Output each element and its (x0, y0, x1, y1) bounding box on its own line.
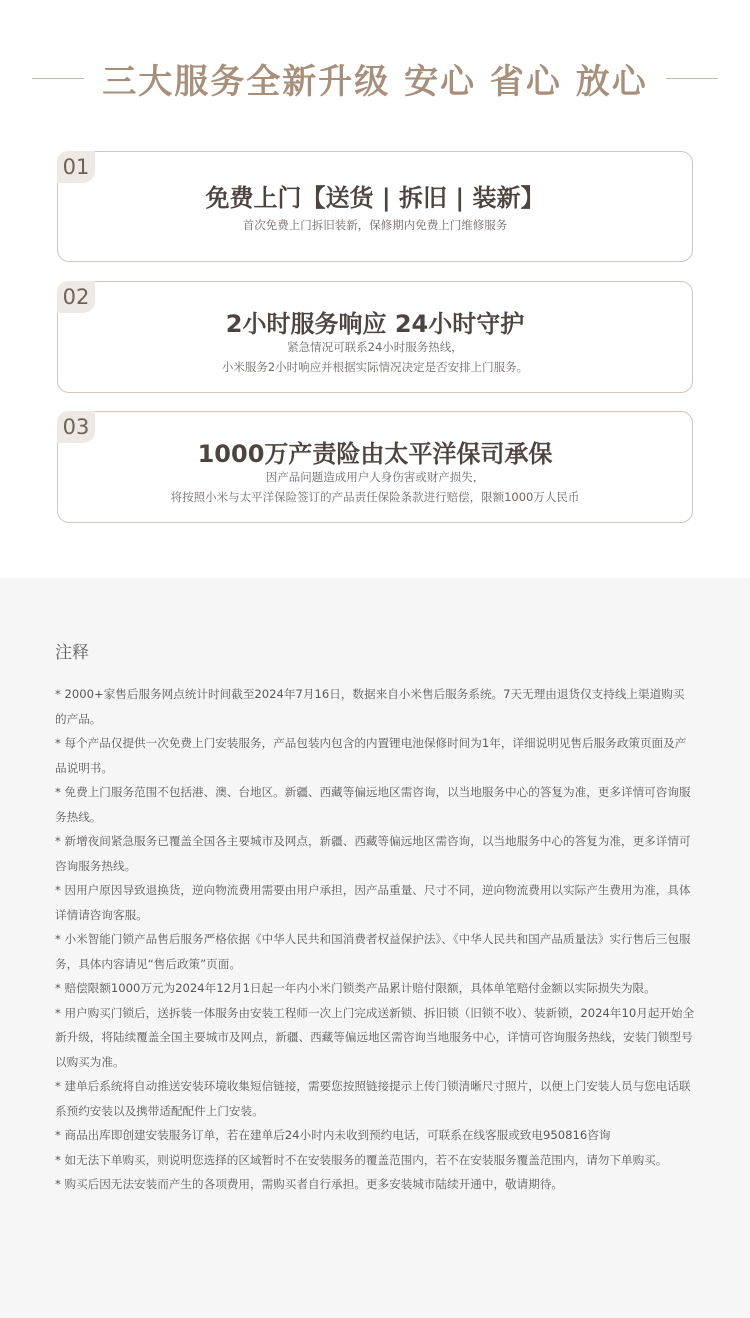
card-title: 1000万产责险由太平洋保司承保 (197, 440, 553, 468)
card-description-line: 紧急情况可联系24小时服务热线， (287, 340, 463, 354)
card-description (58, 467, 692, 507)
card-number-badge: 02 (57, 281, 95, 313)
note-item: * 新增夜间紧急服务已覆盖全国各主要城市及网点，新疆、西藏等偏远地区需咨询，以当地服务中心的答复为准，更多详情可咨询服务热线。 (55, 834, 691, 873)
notes-section (0, 578, 750, 1318)
note-item: * 商品出库即创建安装服务订单，若在建单后24小时内未收到预约电话，可联系在线客服或致电950816咨询 (55, 1128, 611, 1142)
service-card-1 (57, 151, 693, 262)
service-card-2 (57, 281, 693, 393)
card-title: 免费上门【送货 | 拆旧 | 装新】 (205, 184, 545, 212)
card-description-line: 因产品问题造成用户人身伤害或财产损失， (265, 470, 485, 484)
card-description (58, 337, 692, 377)
card-description-line: 将按照小米与太平洋保险签订的产品责任保险条款进行赔偿，限额1000万人民币 (170, 490, 580, 504)
notes-title: 注释 (55, 643, 89, 663)
services-section (0, 0, 750, 578)
decorative-line-right (666, 78, 718, 79)
headline-bar (0, 50, 750, 106)
card-description-line: 小米服务2小时响应并根据实际情况决定是否安排上门服务。 (221, 360, 529, 374)
note-item: * 赔偿限额1000万元为2024年12月1日起一年内小米门锁类产品累计赔付限额，具体单笔赔付金额以实际损失为限。 (55, 981, 656, 995)
decorative-line-left (32, 78, 84, 79)
card-number-badge: 01 (57, 151, 95, 183)
service-card-3 (57, 411, 693, 523)
note-item: * 免费上门服务范围不包括港、澳、台地区。新疆、西藏等偏远地区需咨询，以当地服务中心的答复为准，更多详情可咨询服务热线。 (55, 785, 691, 824)
card-description-line: 首次免费上门拆旧装新，保修期内免费上门维修服务 (242, 218, 508, 232)
note-item: * 用户购买门锁后，送拆装一体服务由安装工程师一次上门完成送新锁、拆旧锁（旧锁不收）、装新锁，2024年10月起开始全新升级，将陆续覆盖全国主要城市及网点，新疆、西藏等偏远地区需咨询当地服务中心，详情可咨询服务热线，安装门锁型号以购买为准。 (55, 1005, 695, 1069)
card-number-badge: 03 (57, 411, 95, 443)
note-item: * 购买后因无法安装而产生的各项费用，需购买者自行承担。更多安装城市陆续开通中，敬请期待。 (55, 1177, 564, 1191)
note-item: * 2000+家售后服务网点统计时间截至2024年7月16日，数据来自小米售后服务系统。7天无理由退货仅支持线上渠道购买的产品。 (55, 687, 685, 726)
note-item: * 每个产品仅提供一次免费上门安装服务，产品包装内包含的内置锂电池保修时间为1年，详细说明见售后服务政策页面及产品说明书。 (55, 736, 687, 775)
notes-list (55, 682, 695, 1197)
card-title: 2小时服务响应 24小时守护 (225, 310, 525, 338)
headline-title: 三大服务全新升级 安心 省心 放心 (102, 61, 648, 102)
note-item: * 小米智能门锁产品售后服务严格依据《中华人民共和国消费者权益保护法》、《中华人民共和国产品质量法》实行售后三包服务，具体内容请见“售后政策”页面。 (55, 932, 691, 971)
note-item: * 建单后系统将自动推送安装环境收集短信链接，需要您按照链接提示上传门锁清晰尺寸照片，以便上门安装人员与您电话联系预约安装以及携带适配配件上门安装。 (55, 1079, 691, 1118)
note-item: * 如无法下单购买，则说明您选择的区域暂时不在安装服务的覆盖范围内，若不在安装服务覆盖范围内，请勿下单购买。 (55, 1152, 668, 1167)
card-description (58, 215, 692, 235)
note-item: * 因用户原因导致退换货，逆向物流费用需要由用户承担，因产品重量、尺寸不同，逆向物流费用以实际产生费用为准，具体详情请咨询客服。 (55, 883, 691, 922)
